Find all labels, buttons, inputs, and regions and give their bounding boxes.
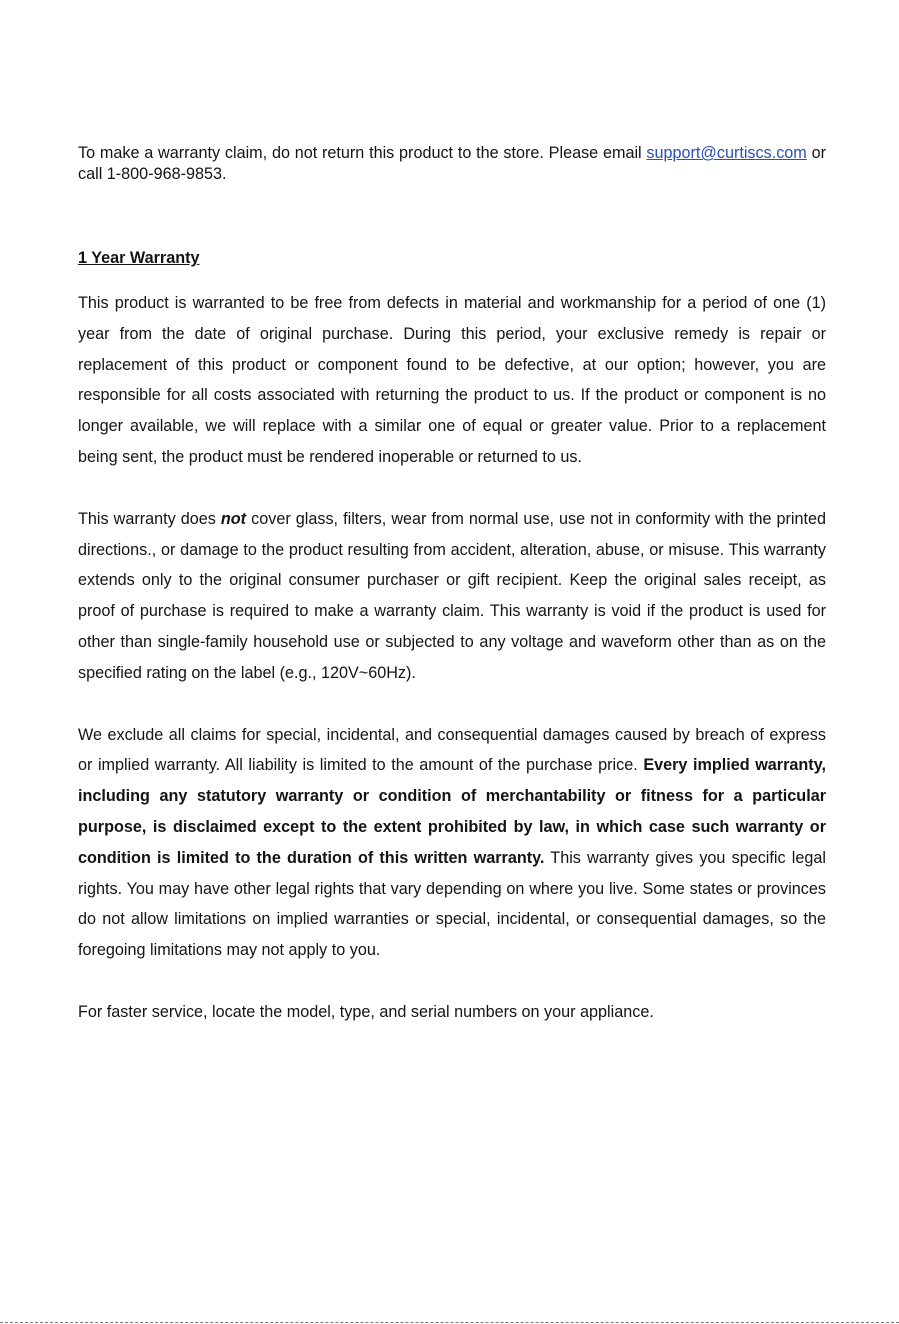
liability-text-end: This warranty gives you specific legal rights. You may have other legal rights that vary depending on where you live. Some states or provinces do not allow limitations on implied warranties or special, incidental, or consequential damages, so the foregoing limitations may not apply to you. [78,848,826,960]
liability-disclaimer: Every implied warranty, including any statutory warranty or condition of merchantability or fitness for a particular purpose, is disclaimed except to the extent prohibited by law, in which case such warranty or condition is limited to the duration of this written warranty. [78,756,826,867]
intro-phone-text: or call 1-800-968-9853. [78,144,826,183]
exclusions-text-start: This warranty does [78,509,221,528]
intro-paragraph [78,143,826,185]
warranty-heading: 1 Year Warranty [78,249,200,267]
exclusions-paragraph [78,504,826,689]
liability-paragraph [78,720,826,966]
page-bottom-rule [0,1322,899,1323]
service-note-paragraph: For faster service, locate the model, type, and serial numbers on your appliance. [78,1002,654,1021]
exclusions-emphasis: not [220,509,247,528]
exclusions-text-end: cover glass, filters, wear from normal use, use not in conformity with the printed directions., or damage to the product resulting from accident, alteration, abuse, or misuse. This warranty extends only to the original consumer purchaser or gift recipient. Keep the original sales receipt, as proof of purchase is required to make a warranty claim. This warranty is void if the product is used for other than single-family household use or subjected to any voltage and waveform other than as on the specified rating on the label (e.g., 120V~60Hz). [78,509,826,682]
coverage-paragraph: This product is warranted to be free from defects in material and workmanship for a period of one (1) year from the date of original purchase. During this period, your exclusive remedy is repair or replacement of this product or component found to be defective, at our option; however, you are responsible for all costs associated with returning the product to us. If the product or component is no longer available, we will replace with a similar one of equal or greater value. Prior to a replacement being sent, the product must be rendered inoperable or returned to us. [78,294,826,466]
liability-text-start: We exclude all claims for special, incidental, and consequential damages caused by breach of express or implied warranty. All liability is limited to the amount of the purchase price. [78,725,826,775]
intro-text: To make a warranty claim, do not return this product to the store. Please email [78,144,647,162]
support-email-link[interactable]: support@curtiscs.com [646,144,807,162]
warranty-document [78,143,826,1028]
